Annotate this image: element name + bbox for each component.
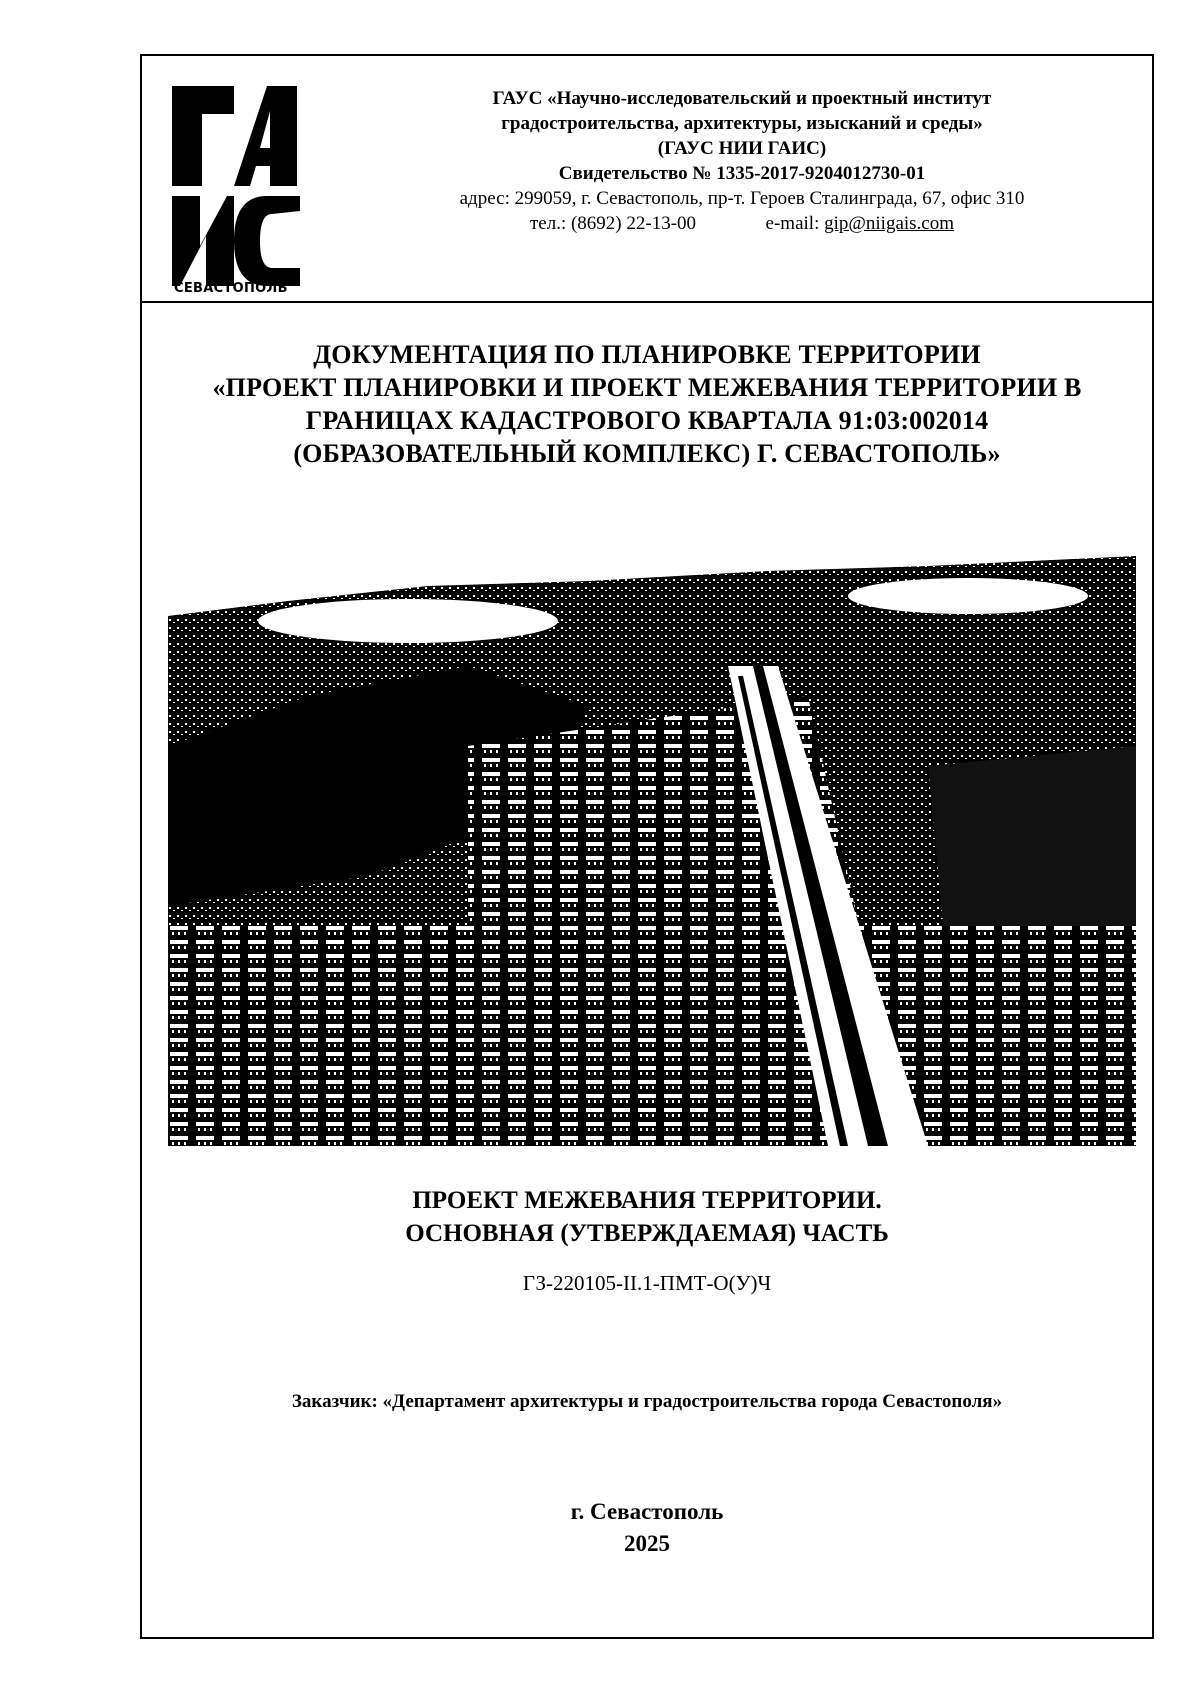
year: 2025 [624, 1531, 670, 1556]
organization-info [362, 86, 1122, 236]
contact-row [362, 211, 1122, 236]
title-line1: ДОКУМЕНТАЦИЯ ПО ПЛАНИРОВКЕ ТЕРРИТОРИИ [313, 340, 981, 369]
logo-caption: СЕВАСТОПОЛЬ [174, 281, 288, 296]
aerial-city-photo [168, 546, 1136, 1146]
subtitle-line2: ОСНОВНАЯ (УТВЕРЖДАЕМАЯ) ЧАСТЬ [405, 1220, 889, 1247]
title-line4: (ОБРАЗОВАТЕЛЬНЫЙ КОМПЛЕКС) Г. СЕВАСТОПОЛЬ» [293, 439, 1001, 468]
document-code: ГЗ-220105-II.1-ПМТ-О(У)Ч [522, 1271, 772, 1295]
city: г. Севастополь [570, 1499, 724, 1524]
email-label: e-mail: [765, 213, 820, 234]
phone: тел.: (8692) 22-13-00 [529, 213, 697, 234]
header-block [142, 56, 1152, 303]
title-line3: ГРАНИЦАХ КАДАСТРОВОГО КВАРТАЛА 91:03:002014 [305, 406, 989, 435]
org-short-name: (ГАУС НИИ ГАИС) [657, 138, 827, 159]
email-link[interactable]: gip@niigais.com [824, 213, 955, 234]
footer-city-year [142, 1496, 1152, 1560]
org-name-line2: градостроительства, архитектуры, изысканий и среды» [501, 113, 983, 134]
customer: Заказчик: «Департамент архитектуры и градостроительства города Севастополя» [291, 1391, 1003, 1412]
subtitle-line1: ПРОЕКТ МЕЖЕВАНИЯ ТЕРРИТОРИИ. [412, 1187, 882, 1214]
page-frame [140, 54, 1154, 1639]
address: адрес: 299059, г. Севастополь, пр-т. Героев Сталинграда, 67, офис 310 [459, 188, 1025, 209]
document-title [142, 338, 1152, 470]
institute-logo [172, 86, 302, 296]
certificate: Свидетельство № 1335-2017-9204012730-01 [558, 163, 926, 184]
document-subtitle [142, 1184, 1152, 1250]
title-line2: «ПРОЕКТ ПЛАНИРОВКИ И ПРОЕКТ МЕЖЕВАНИЯ ТЕРРИТОРИИ В [212, 373, 1082, 402]
org-name-line1: ГАУС «Научно-исследовательский и проектный институт [492, 88, 992, 109]
